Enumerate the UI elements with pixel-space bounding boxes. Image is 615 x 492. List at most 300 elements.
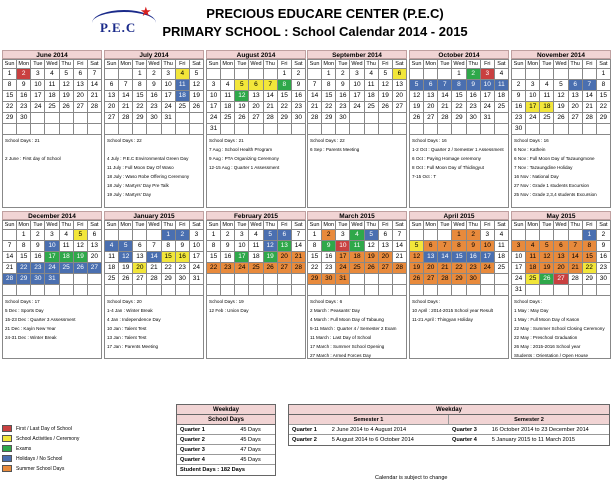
day-cell: 3 (526, 80, 540, 91)
day-cell: 9 (597, 241, 611, 252)
note-line (107, 145, 201, 154)
day-cell: 3 (162, 69, 176, 80)
day-cell: 1 (597, 69, 611, 80)
month-calendar (409, 50, 509, 135)
note-line: School Days : 19 (209, 299, 244, 304)
empty-cell (424, 69, 438, 80)
empty-cell (379, 113, 393, 124)
day-cell: 12 (365, 241, 379, 252)
day-cell: 20 (278, 252, 292, 263)
day-cell: 14 (583, 91, 597, 102)
legend-item (2, 444, 79, 453)
day-cell: 5 (235, 80, 249, 91)
day-cell: 23 (147, 102, 161, 113)
day-cell: 15 (322, 91, 336, 102)
day-cell: 22 (17, 263, 31, 274)
day-cell: 1 (133, 69, 147, 80)
weekday-header: Mon (17, 221, 31, 230)
day-cell: 17 (336, 252, 350, 263)
quarter-label: Quarter 3 (180, 447, 205, 453)
empty-cell (3, 230, 17, 241)
weekday-header: Tue (31, 221, 45, 230)
semester-table-rows (289, 425, 609, 445)
day-cell: 10 (481, 80, 495, 91)
empty-cell (554, 69, 568, 80)
day-cell: 22 (207, 263, 221, 274)
note-line: School Days : 21 (5, 138, 40, 143)
day-cell: 3 (31, 69, 45, 80)
day-cell: 2 (336, 69, 350, 80)
empty-cell (74, 113, 88, 124)
day-cell: 29 (308, 274, 322, 285)
month-notes (409, 134, 509, 208)
day-cell: 5 (554, 80, 568, 91)
empty-cell (569, 69, 583, 80)
day-cell: 24 (481, 263, 495, 274)
quarter-label: Quarter 2 (292, 437, 317, 443)
day-cell: 21 (147, 263, 161, 274)
empty-cell (45, 113, 59, 124)
note-line: School Days : 6 (310, 299, 343, 304)
day-cell: 9 (336, 80, 350, 91)
weekday-header: Mon (526, 60, 540, 69)
weekday-header: Sat (393, 221, 407, 230)
note-line: 2 March : Peasants' Day (310, 308, 360, 313)
quarter-label: Quarter 4 (180, 457, 205, 463)
weekday-header: Wed (453, 222, 465, 228)
day-cell: 16 (512, 102, 526, 113)
quarter-range: 2 June 2014 to 4 August 2014 (331, 427, 407, 433)
weekday-header: Mon (119, 60, 133, 69)
empty-cell (512, 69, 526, 80)
day-cell: 25 (526, 274, 540, 285)
day-cell: 18 (526, 263, 540, 274)
day-cell: 2 (467, 69, 481, 80)
empty-cell (207, 69, 221, 80)
day-cell: 5 (365, 230, 379, 241)
weekday-header: Sun (308, 221, 322, 230)
day-cell: 2 (147, 69, 161, 80)
day-cell: 6 (554, 241, 568, 252)
empty-cell (235, 69, 249, 80)
day-cell: 4 (350, 230, 364, 241)
day-cell: 19 (365, 252, 379, 263)
day-cell: 30 (336, 113, 350, 124)
empty-cell (350, 113, 364, 124)
weekday-header: Thu (162, 221, 176, 230)
day-cell: 29 (3, 113, 17, 124)
day-cell: 27 (133, 274, 147, 285)
day-cell: 8 (17, 241, 31, 252)
day-cell: 1 (278, 69, 292, 80)
day-cell: 3 (45, 230, 59, 241)
day-cell: 7 (147, 241, 161, 252)
weekday-header: Sun (3, 60, 17, 69)
weekday-header: Tue (235, 221, 249, 230)
day-cell: 30 (31, 274, 45, 285)
day-cell: 12 (190, 80, 204, 91)
weekday-row (177, 425, 275, 435)
day-cell: 23 (467, 263, 481, 274)
weekday-header: Wed (148, 61, 160, 67)
day-cell: 25 (105, 274, 119, 285)
day-cell: 18 (176, 91, 190, 102)
month-notes (206, 134, 306, 208)
day-cell: 7 (438, 80, 452, 91)
weekday-header: Mon (322, 60, 336, 69)
day-cell: 12 (410, 252, 424, 263)
day-cell: 5 (119, 241, 133, 252)
day-cell: 1 (308, 230, 322, 241)
month-grid (307, 59, 407, 135)
weekday-header: Tue (133, 221, 147, 230)
day-cell: 4 (495, 69, 509, 80)
empty-cell (569, 230, 583, 241)
day-cell: 23 (597, 263, 611, 274)
day-cell: 17 (481, 252, 495, 263)
month-calendar (307, 50, 407, 135)
day-cell: 14 (393, 241, 407, 252)
day-cell: 11 (176, 80, 190, 91)
legend-swatch (2, 445, 12, 452)
legend-item (2, 424, 79, 433)
page-subtitle: PRIMARY SCHOOL : School Calendar 2014 - 2015 (162, 24, 468, 39)
day-cell: 19 (410, 263, 424, 274)
day-cell: 27 (569, 113, 583, 124)
day-cell: 21 (264, 102, 278, 113)
day-cell: 19 (540, 263, 554, 274)
day-cell: 8 (207, 241, 221, 252)
month-notes (104, 295, 204, 359)
empty-cell (207, 274, 221, 285)
day-cell: 25 (60, 263, 74, 274)
quarter-days: 45 Days (240, 427, 261, 433)
empty-cell (60, 274, 74, 285)
weekday-header: Sat (495, 60, 509, 69)
day-cell: 26 (235, 113, 249, 124)
day-cell: 25 (221, 113, 235, 124)
empty-cell (105, 230, 119, 241)
day-cell: 5 (264, 230, 278, 241)
empty-cell (379, 274, 393, 285)
day-cell: 6 (133, 241, 147, 252)
day-cell: 17 (526, 102, 540, 113)
note-line: 18 July : Waso Robe Offering Ceremony (107, 174, 190, 179)
day-cell: 4 (249, 230, 263, 241)
month-title: December 2014 (2, 211, 102, 220)
day-cell: 24 (350, 102, 364, 113)
month-notes (511, 134, 611, 208)
note-line: 27 Nov : Grade 1 students Excursion (514, 183, 590, 188)
day-cell: 11 (526, 252, 540, 263)
day-cell: 17 (31, 91, 45, 102)
day-cell: 15 (133, 91, 147, 102)
day-cell: 9 (512, 91, 526, 102)
day-cell: 16 (176, 252, 190, 263)
day-cell: 7 (438, 241, 452, 252)
day-cell: 21 (569, 263, 583, 274)
day-cell: 9 (467, 80, 481, 91)
empty-cell (249, 69, 263, 80)
day-cell: 28 (3, 274, 17, 285)
day-cell: 15 (17, 252, 31, 263)
empty-cell (526, 230, 540, 241)
day-cell: 5 (410, 80, 424, 91)
day-cell: 9 (147, 80, 161, 91)
weekday-header: Thu (264, 221, 278, 230)
day-cell: 14 (88, 80, 102, 91)
weekday-header: Tue (540, 221, 554, 230)
note-line: 6 Sep : Parents Meeting (310, 147, 360, 152)
day-cell: 26 (119, 274, 133, 285)
month-grid (409, 220, 509, 296)
legend-swatch (2, 455, 12, 462)
month-calendar (206, 211, 306, 296)
day-cell: 8 (597, 80, 611, 91)
weekday-header: Wed (250, 222, 262, 228)
weekday-header: Sat (495, 221, 509, 230)
legend-item (2, 464, 79, 473)
weekday-header: Thu (467, 221, 481, 230)
quarter-label: Quarter 1 (292, 427, 317, 433)
weekday-header: Sat (88, 60, 102, 69)
month-grid (511, 220, 611, 296)
day-cell: 31 (45, 274, 59, 285)
weekday-header: Mon (424, 60, 438, 69)
day-cell: 4 (495, 230, 509, 241)
day-cell: 2 (597, 230, 611, 241)
day-cell: 12 (540, 252, 554, 263)
note-line: 19 July : Martyrs' Day (107, 192, 152, 197)
day-cell: 14 (119, 91, 133, 102)
day-cell: 17 (481, 91, 495, 102)
empty-cell (264, 274, 278, 285)
day-cell: 31 (207, 124, 221, 135)
day-cell: 9 (17, 80, 31, 91)
day-cell: 18 (350, 252, 364, 263)
note-line (5, 145, 99, 154)
weekday-table-rows (177, 425, 275, 475)
note-line: 11-21 April : Thingyan Holiday (412, 317, 473, 322)
day-cell: 20 (393, 91, 407, 102)
weekday-header: Sun (410, 221, 424, 230)
weekday-header: Thu (569, 60, 583, 69)
empty-cell (365, 113, 379, 124)
note-line: 27 March : Armed Forces Day (310, 353, 372, 358)
day-cell: 23 (467, 102, 481, 113)
day-cell: 21 (393, 252, 407, 263)
semester-header-row (289, 415, 609, 425)
day-cell: 16 (17, 91, 31, 102)
day-cell: 20 (74, 91, 88, 102)
day-cell: 6 (424, 241, 438, 252)
day-cell: 26 (365, 263, 379, 274)
empty-cell (424, 230, 438, 241)
weekday-table-title: Weekday (177, 405, 275, 415)
month-grid (409, 59, 509, 135)
day-cell: 5 (540, 241, 554, 252)
day-cell: 22 (452, 102, 466, 113)
empty-cell (119, 230, 133, 241)
day-cell: 20 (105, 102, 119, 113)
school-days-title: School Days (177, 415, 275, 425)
day-cell: 3 (481, 69, 495, 80)
day-cell: 28 (583, 113, 597, 124)
day-cell: 14 (147, 252, 161, 263)
month-title: October 2014 (409, 50, 509, 59)
day-cell: 19 (60, 91, 74, 102)
day-cell: 28 (147, 274, 161, 285)
day-cell: 7 (393, 230, 407, 241)
quarter-label: Quarter 2 (180, 437, 205, 443)
day-cell: 5 (60, 69, 74, 80)
empty-cell (88, 274, 102, 285)
weekday-header: Thu (264, 60, 278, 69)
empty-cell (147, 230, 161, 241)
weekday-header: Tue (540, 60, 554, 69)
weekday-header: Tue (438, 221, 452, 230)
day-cell: 10 (235, 241, 249, 252)
day-cell: 15 (308, 252, 322, 263)
day-cell: 22 (308, 263, 322, 274)
day-cell: 3 (350, 69, 364, 80)
day-cell: 26 (74, 263, 88, 274)
day-cell: 4 (540, 80, 554, 91)
day-cell: 24 (235, 263, 249, 274)
day-cell: 2 (221, 230, 235, 241)
day-cell: 11 (350, 241, 364, 252)
empty-cell (308, 69, 322, 80)
weekday-header: Fri (74, 221, 88, 230)
empty-cell (495, 274, 509, 285)
day-cell: 3 (481, 230, 495, 241)
weekday-header: Wed (46, 61, 58, 67)
weekday-header: Sun (207, 221, 221, 230)
month-calendar (104, 211, 204, 296)
day-cell: 1 (583, 230, 597, 241)
quarter-range: 5 January 2015 to 11 March 2015 (491, 437, 576, 443)
day-cell: 6 (424, 80, 438, 91)
day-cell: 1 (17, 230, 31, 241)
day-cell: 18 (249, 252, 263, 263)
month-title: May 2015 (511, 211, 611, 220)
day-cell: 28 (308, 113, 322, 124)
month-grid (2, 59, 102, 135)
empty-cell (278, 274, 292, 285)
day-cell: 22 (583, 263, 597, 274)
note-line: School Days : 22 (107, 138, 142, 143)
note-line: 7-15 Oct : T (412, 174, 437, 179)
day-cell: 19 (119, 263, 133, 274)
day-cell: 20 (249, 102, 263, 113)
day-cell: 11 (495, 80, 509, 91)
weekday-header: Sat (393, 60, 407, 69)
weekday-header: Thu (467, 60, 481, 69)
month-grid (307, 220, 407, 296)
day-cell: 29 (322, 113, 336, 124)
legend-swatch (2, 465, 12, 472)
day-cell: 9 (176, 241, 190, 252)
weekday-header: Sun (410, 60, 424, 69)
note-line: 4 Jan : Independence Day (107, 317, 161, 322)
weekday-header: Sat (292, 221, 306, 230)
day-cell: 11 (105, 252, 119, 263)
weekday-header: Fri (481, 60, 495, 69)
weekday-header: Thu (365, 60, 379, 69)
day-cell: 23 (31, 263, 45, 274)
day-cell: 26 (60, 102, 74, 113)
note-line: 6 Nov : Full Moon Day of Tazaungmone (514, 156, 595, 161)
legend-label: School Activities / Ceremony (16, 435, 80, 442)
day-cell: 30 (467, 113, 481, 124)
day-cell: 10 (512, 252, 526, 263)
weekday-header: Sat (292, 60, 306, 69)
empty-cell (540, 69, 554, 80)
note-line: 2 June : First day of School (5, 156, 61, 161)
note-line: School Days : 17 (5, 299, 40, 304)
empty-cell (133, 230, 147, 241)
day-cell: 11 (540, 91, 554, 102)
day-cell: 20 (424, 263, 438, 274)
day-cell: 31 (336, 274, 350, 285)
day-cell: 8 (133, 80, 147, 91)
day-cell: 4 (365, 69, 379, 80)
legend-label: Summer School Days (16, 465, 65, 472)
note-line: 5 Dec : Sports Day (5, 308, 44, 313)
note-line: School Days : 21 (209, 138, 244, 143)
day-cell: 11 (249, 241, 263, 252)
weekday-header: Sun (3, 221, 17, 230)
day-cell: 14 (308, 91, 322, 102)
day-cell: 4 (60, 230, 74, 241)
day-cell: 13 (554, 252, 568, 263)
day-cell: 15 (278, 91, 292, 102)
weekday-header: Wed (148, 222, 160, 228)
month-title: August 2014 (206, 50, 306, 59)
day-cell: 13 (393, 80, 407, 91)
day-cell: 9 (221, 241, 235, 252)
day-cell: 14 (3, 252, 17, 263)
day-cell: 5 (410, 241, 424, 252)
day-cell: 10 (526, 91, 540, 102)
day-cell: 27 (88, 263, 102, 274)
semester-row (289, 425, 609, 435)
day-cell: 18 (540, 102, 554, 113)
day-cell: 17 (235, 252, 249, 263)
weekday-header: Fri (278, 221, 292, 230)
day-cell: 3 (336, 230, 350, 241)
page-title: PRECIOUS EDUCARE CENTER (P.E.C) (206, 6, 444, 21)
note-line: 17 Jan : Parents Meeting (107, 344, 159, 349)
note-line: Students : Orientation / Open House (514, 353, 589, 358)
day-cell: 23 (322, 263, 336, 274)
quarter-days: 47 Days (240, 447, 261, 453)
day-cell: 8 (308, 241, 322, 252)
day-cell: 9 (322, 241, 336, 252)
day-cell: 29 (133, 113, 147, 124)
day-cell: 25 (176, 102, 190, 113)
day-cell: 11 (495, 241, 509, 252)
note-line: 18 July : Martyrs' Day Pre Talk (107, 183, 169, 188)
day-cell: 1 (322, 69, 336, 80)
day-cell: 29 (162, 274, 176, 285)
empty-cell (410, 230, 424, 241)
day-cell: 26 (554, 113, 568, 124)
day-cell: 27 (393, 102, 407, 113)
weekday-header: Fri (176, 60, 190, 69)
month-title: September 2014 (307, 50, 407, 59)
day-cell: 29 (452, 274, 466, 285)
